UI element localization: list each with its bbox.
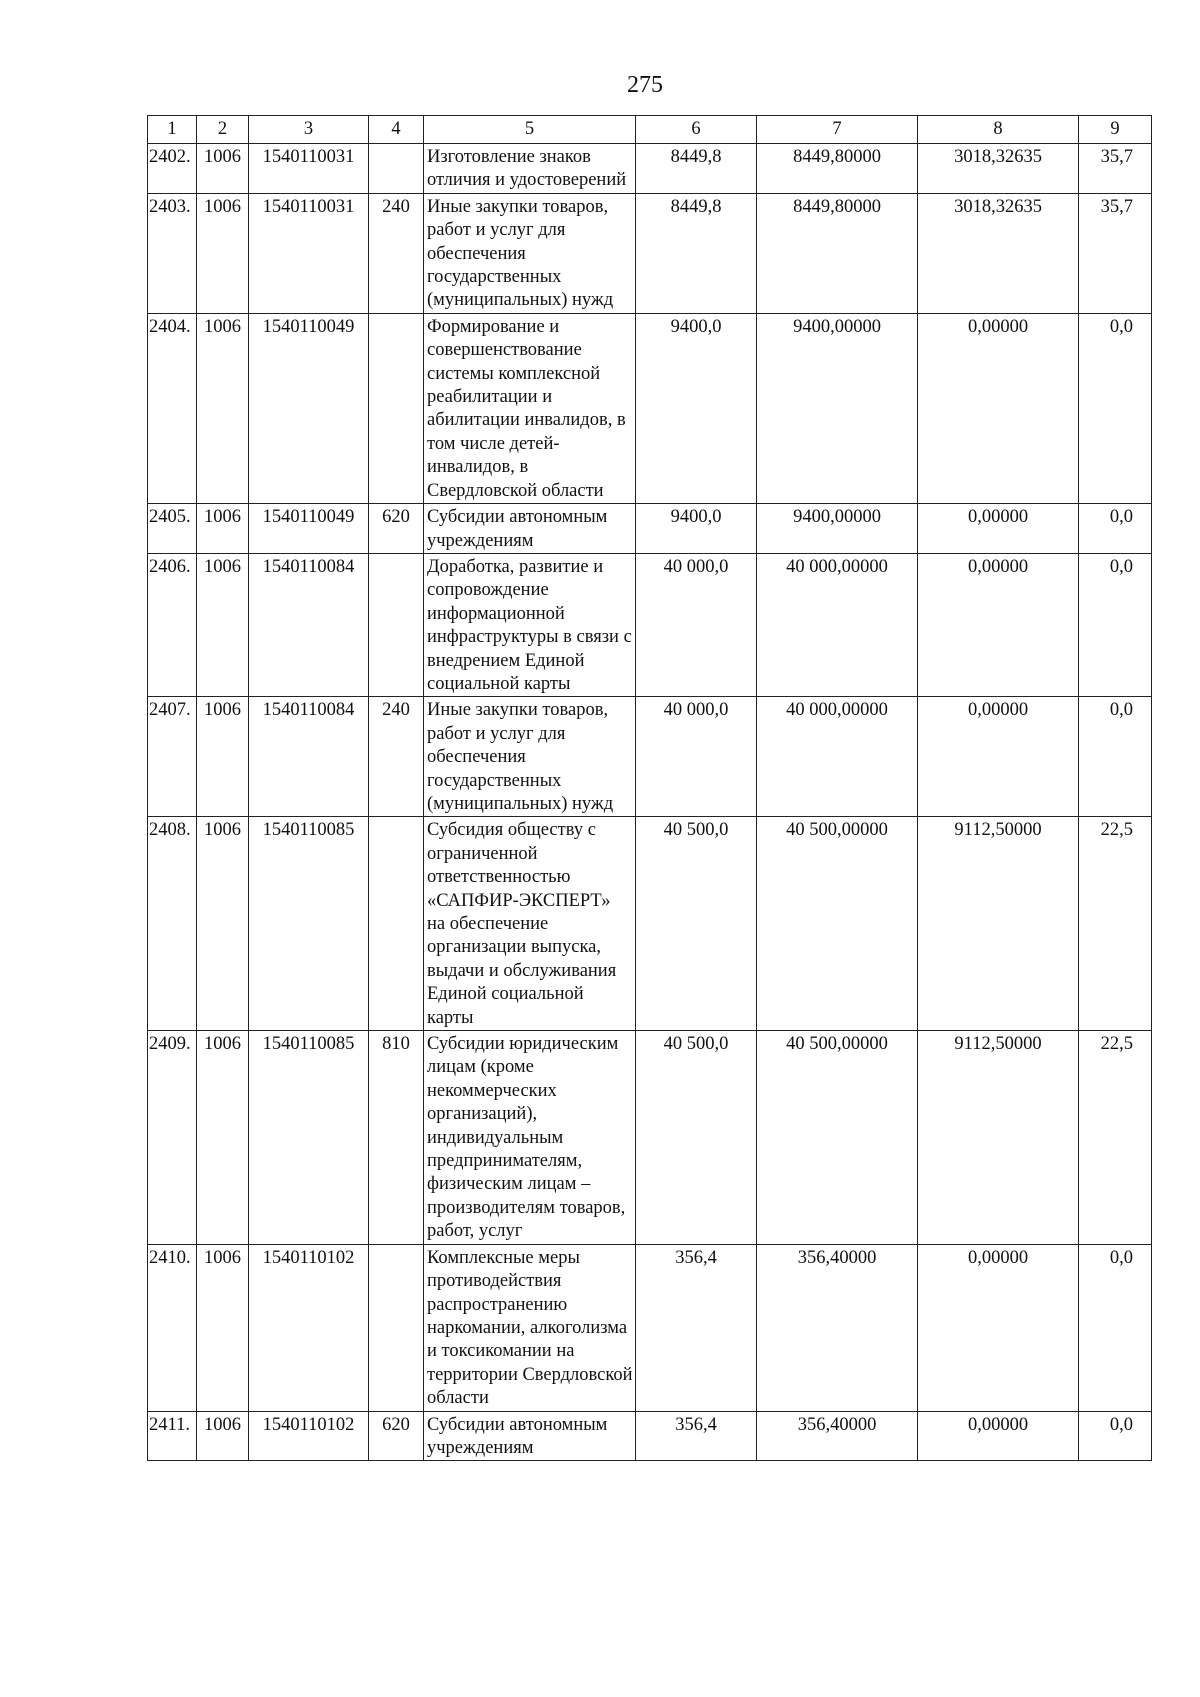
item-name: Формирование и совершенствование системы комплексной реабилитации и абилитации инвалидов, в том числе детей-инвалидов, в Свердловской области [424,313,636,503]
column-8-value: 0,00000 [918,697,1079,817]
section-code: 1006 [197,504,249,554]
item-name: Субсидия обществу с ограниченной ответственностью «САПФИР-ЭКСПЕРТ» на обеспечение организации выпуска, выдачи и обслуживания Единой социальной карты [424,817,636,1031]
column-9-value: 22,5 [1079,1031,1152,1245]
column-6-value: 8449,8 [636,193,757,313]
column-header: 1 [148,116,197,144]
column-8-value: 3018,32635 [918,193,1079,313]
target-article-code: 1540110084 [249,553,369,696]
table-row [148,193,1152,313]
column-7-value: 356,40000 [757,1244,918,1411]
item-name: Субсидии автономным учреждениям [424,1411,636,1461]
expense-type-code: 240 [369,193,424,313]
column-9-value: 0,0 [1079,1244,1152,1411]
item-name: Субсидии автономным учреждениям [424,504,636,554]
column-7-value: 8449,80000 [757,193,918,313]
target-article-code: 1540110102 [249,1411,369,1461]
column-9-value: 35,7 [1079,193,1152,313]
column-8-value: 9112,50000 [918,1031,1079,1245]
row-number: 2409. [148,1031,197,1245]
table-row [148,817,1152,1031]
row-number: 2403. [148,193,197,313]
section-code: 1006 [197,1031,249,1245]
column-8-value: 0,00000 [918,313,1079,503]
column-header: 2 [197,116,249,144]
target-article-code: 1540110102 [249,1244,369,1411]
row-number: 2405. [148,504,197,554]
column-8-value: 0,00000 [918,1244,1079,1411]
table-row [148,313,1152,503]
column-7-value: 40 000,00000 [757,553,918,696]
column-9-value: 0,0 [1079,313,1152,503]
target-article-code: 1540110085 [249,1031,369,1245]
column-header: 4 [369,116,424,144]
section-code: 1006 [197,697,249,817]
target-article-code: 1540110085 [249,817,369,1031]
item-name: Комплексные меры противодействия распространению наркомании, алкоголизма и токсикомании на территории Свердловской области [424,1244,636,1411]
column-7-value: 40 500,00000 [757,817,918,1031]
item-name: Субсидии юридическим лицам (кроме некоммерческих организаций), индивидуальным предпринимателям, физическим лицам – производителям товаров, работ, услуг [424,1031,636,1245]
expense-type-code [369,313,424,503]
target-article-code: 1540110031 [249,193,369,313]
row-number: 2410. [148,1244,197,1411]
column-7-value: 9400,00000 [757,504,918,554]
expense-type-code [369,144,424,194]
section-code: 1006 [197,817,249,1031]
section-code: 1006 [197,313,249,503]
column-9-value: 35,7 [1079,144,1152,194]
column-8-value: 0,00000 [918,1411,1079,1461]
expense-type-code [369,553,424,696]
section-code: 1006 [197,1244,249,1411]
column-7-value: 356,40000 [757,1411,918,1461]
section-code: 1006 [197,553,249,696]
table-row [148,1411,1152,1461]
item-name: Доработка, развитие и сопровождение информационной инфраструктуры в связи с внедрением Единой социальной карты [424,553,636,696]
row-number: 2404. [148,313,197,503]
expense-type-code: 620 [369,1411,424,1461]
column-header: 6 [636,116,757,144]
row-number: 2408. [148,817,197,1031]
column-header: 9 [1079,116,1152,144]
table-header-row [148,116,1152,144]
target-article-code: 1540110049 [249,504,369,554]
section-code: 1006 [197,193,249,313]
expense-type-code: 810 [369,1031,424,1245]
table-row [148,144,1152,194]
row-number: 2406. [148,553,197,696]
column-9-value: 22,5 [1079,817,1152,1031]
column-7-value: 9400,00000 [757,313,918,503]
column-6-value: 9400,0 [636,313,757,503]
column-7-value: 8449,80000 [757,144,918,194]
target-article-code: 1540110084 [249,697,369,817]
column-8-value: 9112,50000 [918,817,1079,1031]
item-name: Иные закупки товаров, работ и услуг для обеспечения государственных (муниципальных) нужд [424,697,636,817]
column-header: 8 [918,116,1079,144]
column-6-value: 40 500,0 [636,1031,757,1245]
target-article-code: 1540110031 [249,144,369,194]
column-6-value: 8449,8 [636,144,757,194]
column-8-value: 0,00000 [918,504,1079,554]
target-article-code: 1540110049 [249,313,369,503]
page-number: 275 [627,72,663,98]
table-row [148,553,1152,696]
row-number: 2407. [148,697,197,817]
column-9-value: 0,0 [1079,1411,1152,1461]
column-6-value: 356,4 [636,1411,757,1461]
section-code: 1006 [197,144,249,194]
item-name: Иные закупки товаров, работ и услуг для обеспечения государственных (муниципальных) нужд [424,193,636,313]
column-6-value: 40 000,0 [636,697,757,817]
column-9-value: 0,0 [1079,697,1152,817]
table-row [148,1244,1152,1411]
column-6-value: 9400,0 [636,504,757,554]
column-header: 3 [249,116,369,144]
row-number: 2402. [148,144,197,194]
expense-type-code [369,1244,424,1411]
column-header: 5 [424,116,636,144]
column-9-value: 0,0 [1079,553,1152,696]
table-row [148,504,1152,554]
section-code: 1006 [197,1411,249,1461]
row-number: 2411. [148,1411,197,1461]
expense-type-code [369,817,424,1031]
column-8-value: 3018,32635 [918,144,1079,194]
column-header: 7 [757,116,918,144]
column-8-value: 0,00000 [918,553,1079,696]
table-row [148,1031,1152,1245]
expense-type-code: 240 [369,697,424,817]
budget-table [147,115,1152,1461]
item-name: Изготовление знаков отличия и удостоверений [424,144,636,194]
column-6-value: 40 000,0 [636,553,757,696]
column-9-value: 0,0 [1079,504,1152,554]
column-6-value: 356,4 [636,1244,757,1411]
table-row [148,697,1152,817]
column-7-value: 40 500,00000 [757,1031,918,1245]
expense-type-code: 620 [369,504,424,554]
column-6-value: 40 500,0 [636,817,757,1031]
column-7-value: 40 000,00000 [757,697,918,817]
